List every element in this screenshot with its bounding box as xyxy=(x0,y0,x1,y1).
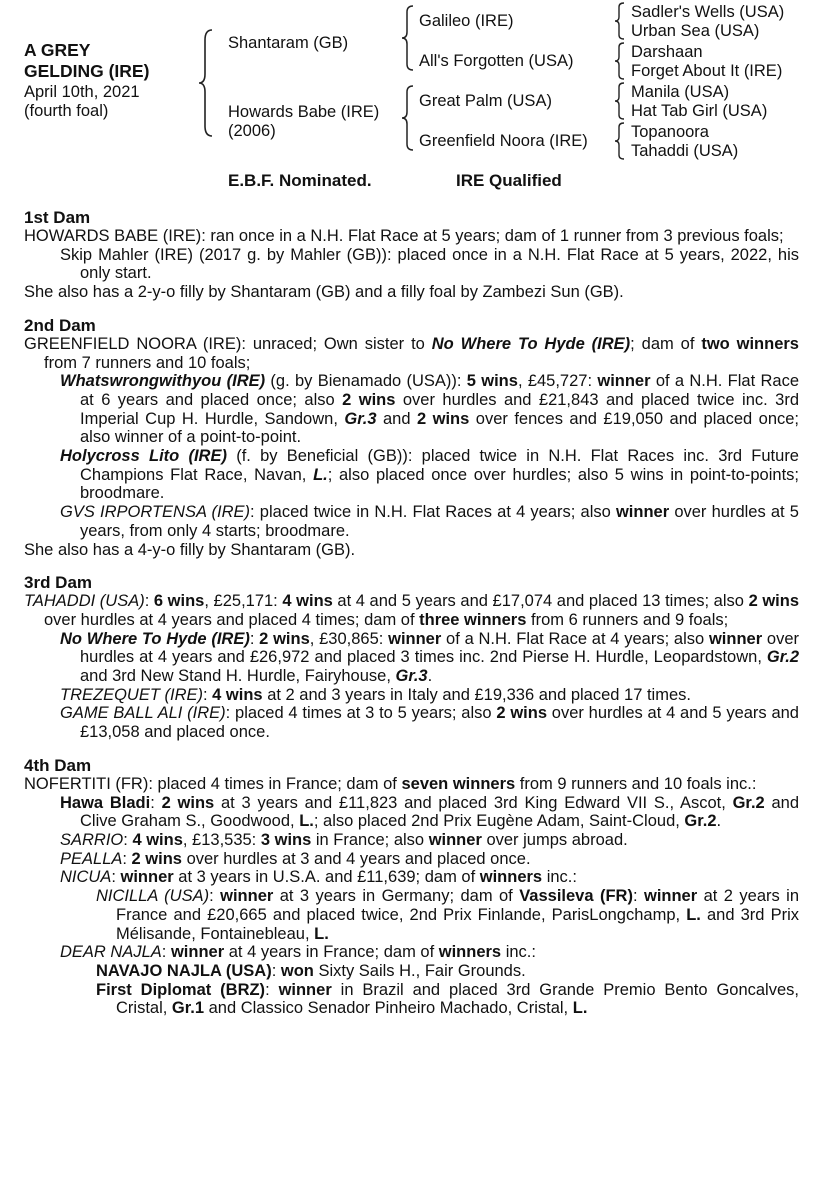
section-heading: 2nd Dam xyxy=(24,315,96,335)
text-run: , £25,171: xyxy=(204,592,283,611)
text-run: 3 wins xyxy=(260,830,312,849)
text-run: Gr.3 xyxy=(344,409,377,428)
text-run: winner xyxy=(708,629,763,648)
text-run: : xyxy=(203,685,213,704)
text-run: 4 wins xyxy=(132,830,183,849)
text-run: over hurdles at 3 and 4 years and placed once. xyxy=(181,849,531,868)
text-run: NICUA xyxy=(60,868,112,887)
text-run: GAME BALL ALI (IRE) xyxy=(60,704,226,723)
horse-title-line2: GELDING (IRE) xyxy=(24,61,150,81)
text-run: No Where To Hyde (IRE) xyxy=(60,629,250,648)
gg-darshaan: Darshaan xyxy=(631,43,703,61)
text-run: : xyxy=(209,887,221,906)
text-run: . xyxy=(427,667,433,686)
gg-manila: Manila (USA) xyxy=(631,83,730,101)
progeny-entry xyxy=(24,503,799,540)
horse-title-line1: A GREY xyxy=(24,40,91,60)
text-run: NICILLA (USA) xyxy=(96,887,210,906)
horse-dob: April 10th, 2021 xyxy=(24,83,140,101)
text-run: : xyxy=(122,849,132,868)
text-run: and 3rd Prix Mélisande, Fontainebleau, xyxy=(116,905,800,943)
text-run: L. xyxy=(313,465,328,484)
text-run: SARRIO xyxy=(60,830,124,849)
text-run: 4 wins xyxy=(212,685,263,704)
text-run: at 3 years and £11,823 and placed 3rd King Edward VII S., Ascot, xyxy=(214,793,733,812)
dam-section xyxy=(24,208,799,302)
text-run: She also has a 4-y-o filly by Shantaram (GB). xyxy=(24,540,356,559)
dam-entry xyxy=(24,227,799,246)
text-run: 2 wins xyxy=(496,704,547,723)
gg-forget-about-it: Forget About It (IRE) xyxy=(631,62,783,80)
text-run: First Diplomat (BRZ) xyxy=(96,980,266,999)
section-note xyxy=(24,283,799,302)
text-run: L. xyxy=(686,905,701,924)
text-run: DEAR NAJLA xyxy=(60,943,162,962)
text-run: two winners xyxy=(701,334,799,353)
text-run: GREENFIELD NOORA (IRE): unraced; Own sister to xyxy=(24,334,432,353)
progeny-entry xyxy=(24,831,799,850)
text-run: winner xyxy=(597,372,651,391)
text-run: winners xyxy=(438,943,502,962)
text-run: : xyxy=(123,830,133,849)
text-run: TREZEQUET (IRE) xyxy=(60,685,203,704)
text-run: 4 wins xyxy=(282,592,333,611)
text-run: at 4 and 5 years and £17,074 and placed 13 times; also xyxy=(332,592,749,611)
section-heading: 4th Dam xyxy=(24,755,92,775)
text-run: over hurdles at 4 and 5 years and £13,058 and placed once. xyxy=(80,704,799,742)
dam-year: (2006) xyxy=(228,122,276,140)
sire-sire-name: Galileo (IRE) xyxy=(419,12,514,30)
text-run: at 3 years in Germany; dam of xyxy=(273,887,520,906)
dam-entry xyxy=(24,592,799,629)
text-run: over hurdles at 4 years and placed 4 times; dam of xyxy=(44,610,420,629)
text-run: : xyxy=(144,592,154,611)
text-run: Holycross Lito (IRE) xyxy=(60,447,227,466)
text-run: 2 wins xyxy=(131,849,182,868)
text-run: winner xyxy=(278,980,332,999)
progeny-entry xyxy=(24,246,799,283)
progeny-entry xyxy=(24,962,799,981)
text-run: winner xyxy=(615,503,670,522)
text-run: NAVAJO NAJLA (USA) xyxy=(96,961,272,980)
text-run: , £13,535: xyxy=(182,830,261,849)
dam-section xyxy=(24,573,799,742)
text-run: from 7 runners and 10 foals; xyxy=(44,353,251,372)
text-run: Gr.2 xyxy=(684,812,717,831)
gg-hat-tab-girl: Hat Tab Girl (USA) xyxy=(631,102,768,120)
text-run: : xyxy=(161,943,171,962)
text-run: winner xyxy=(170,943,225,962)
text-run: over hurdles and £21,843 and placed twice inc. 3rd Imperial Cup H. Hurdle, Sandown, xyxy=(80,390,799,428)
progeny-entry xyxy=(24,887,799,943)
text-run: from 9 runners and 10 foals inc.: xyxy=(515,774,757,793)
gg-tahaddi: Tahaddi (USA) xyxy=(631,142,739,160)
text-run: 2 wins xyxy=(416,409,470,428)
progeny-entry xyxy=(24,372,799,447)
text-run: PEALLA xyxy=(60,849,123,868)
pedigree-brace-sire xyxy=(399,4,419,72)
text-run: over hurdles at 4 years and £26,972 and placed 3 times inc. 2nd Pierse H. Hurdle, Leopardstown, xyxy=(80,629,799,667)
text-run: over fences and £19,050 and placed once; also winner of a point-to-point. xyxy=(80,409,800,447)
text-run: and 3rd New Stand H. Hurdle, Fairyhouse, xyxy=(80,667,396,686)
dam-dam-name: Greenfield Noora (IRE) xyxy=(419,132,588,150)
section-heading: 3rd Dam xyxy=(24,573,93,593)
text-run: She also has a 2-y-o filly by Shantaram (GB) and a filly foal by Zambezi Sun (GB). xyxy=(24,283,624,302)
text-run: HOWARDS BABE (IRE): ran once in a N.H. Flat Race at 5 years; dam of 1 runner from 3 previous foals; xyxy=(24,227,784,245)
text-run: Vassileva (FR) xyxy=(519,887,633,906)
dam-sire-name: Great Palm (USA) xyxy=(419,92,552,110)
pedigree-brace-gg4 xyxy=(612,121,628,161)
text-run: , £30,865: xyxy=(309,629,389,648)
text-run: at 4 years in France; dam of xyxy=(224,943,439,962)
progeny-entry xyxy=(24,686,799,705)
gg-sadlers-wells: Sadler's Wells (USA) xyxy=(631,3,785,21)
text-run: inc.: xyxy=(542,868,577,887)
text-run: winner xyxy=(643,887,698,906)
text-run: Skip Mahler (IRE) (2017 g. by Mahler (GB)): placed once in a N.H. Flat Race at 5 years, 2022, his only start. xyxy=(60,245,799,283)
dam-name: Howards Babe (IRE) xyxy=(228,103,380,121)
text-run: inc.: xyxy=(501,943,536,962)
text-run: 5 wins xyxy=(466,372,518,391)
progeny-entry xyxy=(24,794,799,831)
text-run: : placed 4 times at 3 to 5 years; also xyxy=(225,704,497,723)
text-run: Gr.3 xyxy=(395,667,428,686)
dam-line-body xyxy=(24,208,799,1032)
text-run: : xyxy=(271,961,281,980)
dam-section xyxy=(24,756,799,1018)
text-run: over hurdles at 5 years, from only 4 starts; broodmare. xyxy=(80,503,799,540)
text-run: winner xyxy=(220,887,274,906)
text-run: (f. by Beneficial (GB)): placed twice in N.H. Flat Races inc. 3rd Future Champions Flat Race, Navan, xyxy=(80,447,799,484)
dam-entry xyxy=(24,775,799,794)
sire-dam-name: All's Forgotten (USA) xyxy=(419,52,574,70)
gg-topanoora: Topanoora xyxy=(631,123,709,141)
text-run: over jumps abroad. xyxy=(481,830,628,849)
text-run: NOFERTITI (FR): placed 4 times in France; dam of xyxy=(24,774,402,793)
progeny-entry xyxy=(24,630,799,686)
pedigree-brace-dam xyxy=(399,84,419,152)
text-run: winner xyxy=(428,830,482,849)
text-run: of a N.H. Flat Race at 4 years; also xyxy=(441,629,709,648)
pedigree-brace-main xyxy=(196,28,220,138)
section-heading: 1st Dam xyxy=(24,208,91,227)
pedigree-brace-gg1 xyxy=(612,1,628,41)
text-run: 2 wins xyxy=(342,390,396,409)
text-run: : xyxy=(265,980,279,999)
text-run: 2 wins xyxy=(161,793,215,812)
text-run: : xyxy=(111,868,121,887)
text-run: Gr.2 xyxy=(732,793,765,812)
text-run: winner xyxy=(388,629,442,648)
text-run: L. xyxy=(299,812,314,831)
text-run: : xyxy=(632,887,644,906)
text-run: L. xyxy=(314,924,329,943)
pedigree-brace-gg3 xyxy=(612,81,628,121)
ire-qualified: IRE Qualified xyxy=(456,171,562,190)
text-run: won xyxy=(280,961,314,980)
progeny-entry xyxy=(24,981,799,1018)
text-run: of a N.H. Flat Race at 6 years and placed once; also xyxy=(80,372,800,409)
progeny-entry xyxy=(24,943,799,962)
text-run: : placed twice in N.H. Flat Races at 4 years; also xyxy=(250,503,616,522)
text-run: three winners xyxy=(419,610,527,629)
text-run: : xyxy=(249,629,260,648)
text-run: ; also placed 2nd Prix Eugène Adam, Saint-Cloud, xyxy=(313,812,685,831)
text-run: from 6 runners and 9 foals; xyxy=(526,610,729,629)
text-run: . xyxy=(716,812,722,831)
text-run: (g. by Bienamado (USA)): xyxy=(265,372,467,391)
text-run: Hawa Bladi xyxy=(60,793,151,812)
text-run: GVS IRPORTENSA (IRE) xyxy=(60,503,251,522)
text-run: ; also placed once over hurdles; also 5 wins in point-to-points; broodmare. xyxy=(80,465,799,503)
text-run: seven winners xyxy=(401,774,516,793)
horse-foal-number: (fourth foal) xyxy=(24,102,109,120)
text-run: in Brazil and placed 3rd Grande Premio Bento Goncalves, Cristal, xyxy=(116,980,799,1018)
text-run: No Where To Hyde (IRE) xyxy=(431,334,631,353)
text-run: 2 wins xyxy=(748,592,800,611)
text-run: 2 wins xyxy=(259,629,310,648)
text-run: Gr.2 xyxy=(766,648,799,667)
text-run: and Classico Senador Pinheiro Machado, Cristal, xyxy=(204,999,573,1018)
text-run: L. xyxy=(572,999,588,1018)
gg-urban-sea: Urban Sea (USA) xyxy=(631,22,760,40)
text-run: and xyxy=(376,409,417,428)
text-run: winner xyxy=(120,868,174,887)
text-run: TAHADDI (USA) xyxy=(24,592,145,611)
text-run: in France; also xyxy=(311,830,429,849)
text-run: Whatswrongwithyou (IRE) xyxy=(60,372,266,391)
progeny-entry xyxy=(24,447,799,503)
section-note xyxy=(24,541,799,560)
text-run: ; dam of xyxy=(630,334,702,353)
text-run: at 2 years in France and £20,665 and placed twice, 2nd Prix Finlande, ParisLongchamp, xyxy=(116,887,800,924)
text-run: at 2 and 3 years in Italy and £19,336 and placed 17 times. xyxy=(262,685,691,704)
progeny-entry xyxy=(24,704,799,741)
text-run: Sixty Sails H., Fair Grounds. xyxy=(313,961,526,980)
dam-section xyxy=(24,316,799,559)
text-run: , £45,727: xyxy=(517,372,598,391)
text-run: winners xyxy=(479,868,543,887)
sire-name: Shantaram (GB) xyxy=(228,34,349,52)
progeny-entry xyxy=(24,868,799,887)
dam-entry xyxy=(24,335,799,372)
ebf-nominated: E.B.F. Nominated. xyxy=(228,171,372,190)
text-run: Gr.1 xyxy=(171,999,205,1018)
text-run: and Clive Graham S., Goodwood, xyxy=(80,793,800,831)
progeny-entry xyxy=(24,850,799,869)
pedigree-brace-gg2 xyxy=(612,41,628,81)
text-run: at 3 years in U.S.A. and £11,639; dam of xyxy=(173,868,480,887)
text-run: 6 wins xyxy=(153,592,205,611)
text-run: : xyxy=(150,793,162,812)
